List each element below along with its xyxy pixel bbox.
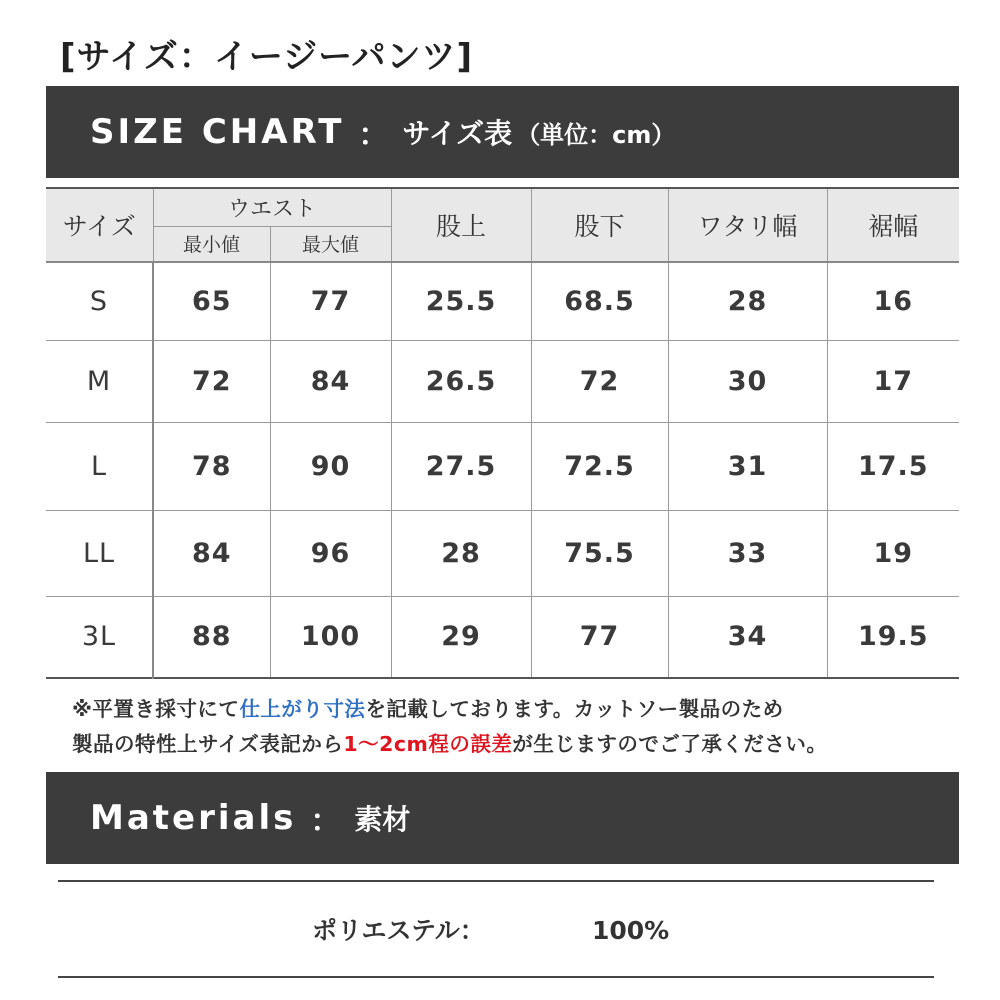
thigh-width-header: ワタリ幅 <box>668 188 827 262</box>
size-chart-separator: ： <box>358 118 389 153</box>
waist-min-cell: 78 <box>153 422 270 510</box>
note-text: 製品の特性上サイズ表記から <box>72 732 344 756</box>
waist-max-cell: 96 <box>270 510 391 596</box>
size-cell: L <box>46 422 153 510</box>
hem-width-cell: 19.5 <box>827 596 959 678</box>
thigh-width-cell: 34 <box>668 596 827 678</box>
waist-min-cell: 88 <box>153 596 270 678</box>
hem-width-cell: 19 <box>827 510 959 596</box>
waist-max-cell: 84 <box>270 340 391 422</box>
thigh-width-cell: 33 <box>668 510 827 596</box>
material-label: ポリエステル： <box>312 916 485 945</box>
size-cell: 3L <box>46 596 153 678</box>
waist-max-cell: 100 <box>270 596 391 678</box>
materials-heading: Materials <box>90 798 297 838</box>
hem-width-cell: 17.5 <box>827 422 959 510</box>
materials-banner <box>46 772 959 864</box>
finished-size-highlight: 仕上がり寸法 <box>239 697 366 721</box>
inseam-cell: 72.5 <box>531 422 668 510</box>
table-row <box>46 422 959 510</box>
size-cell: LL <box>46 510 153 596</box>
tolerance-highlight: 1〜2cm程の誤差 <box>343 732 513 756</box>
waist-min-cell: 84 <box>153 510 270 596</box>
inseam-header: 股下 <box>531 188 668 262</box>
note-text: を記載しております。カットソー製品のため <box>365 697 784 721</box>
table-row <box>46 596 959 678</box>
note-line-1 <box>72 692 972 727</box>
thigh-width-cell: 31 <box>668 422 827 510</box>
rise-cell: 27.5 <box>391 422 531 510</box>
size-chart-banner <box>46 86 959 178</box>
measurement-notes <box>72 692 972 762</box>
inseam-cell: 75.5 <box>531 510 668 596</box>
size-chart-jp-heading: サイズ表 <box>402 117 513 150</box>
waist-max-cell: 90 <box>270 422 391 510</box>
waist-max-cell: 77 <box>270 262 391 340</box>
table-row <box>46 340 959 422</box>
waist-min-header: 最小値 <box>153 226 270 262</box>
note-text: ※平置き採寸にて <box>72 697 240 721</box>
hem-width-header: 裾幅 <box>827 188 959 262</box>
materials-top-divider <box>58 880 934 882</box>
size-chart-unit: （単位：cm） <box>516 120 676 149</box>
hem-width-cell: 17 <box>827 340 959 422</box>
material-row <box>312 908 670 954</box>
waist-min-cell: 72 <box>153 340 270 422</box>
inseam-cell: 72 <box>531 340 668 422</box>
materials-jp-heading: 素材 <box>354 803 411 836</box>
hem-width-cell: 16 <box>827 262 959 340</box>
size-cell: M <box>46 340 153 422</box>
table-row <box>46 510 959 596</box>
waist-header: ウエスト <box>153 188 391 226</box>
inseam-cell: 68.5 <box>531 262 668 340</box>
table-row <box>46 262 959 340</box>
size-table <box>46 187 959 679</box>
rise-cell: 28 <box>391 510 531 596</box>
rise-cell: 29 <box>391 596 531 678</box>
size-header: サイズ <box>46 188 153 262</box>
material-value: 100% <box>592 916 670 945</box>
size-chart-heading: SIZE CHART <box>90 112 345 152</box>
note-text: が生じますのでご了承ください。 <box>512 732 828 756</box>
size-cell: S <box>46 262 153 340</box>
rise-cell: 26.5 <box>391 340 531 422</box>
thigh-width-cell: 28 <box>668 262 827 340</box>
thigh-width-cell: 30 <box>668 340 827 422</box>
materials-separator: ： <box>310 804 341 839</box>
page-title: [サイズ：イージーパンツ] <box>60 37 473 77</box>
rise-cell: 25.5 <box>391 262 531 340</box>
note-line-2 <box>72 727 972 762</box>
inseam-cell: 77 <box>531 596 668 678</box>
waist-min-cell: 65 <box>153 262 270 340</box>
waist-max-header: 最大値 <box>270 226 391 262</box>
materials-bottom-divider <box>58 976 934 978</box>
rise-header: 股上 <box>391 188 531 262</box>
